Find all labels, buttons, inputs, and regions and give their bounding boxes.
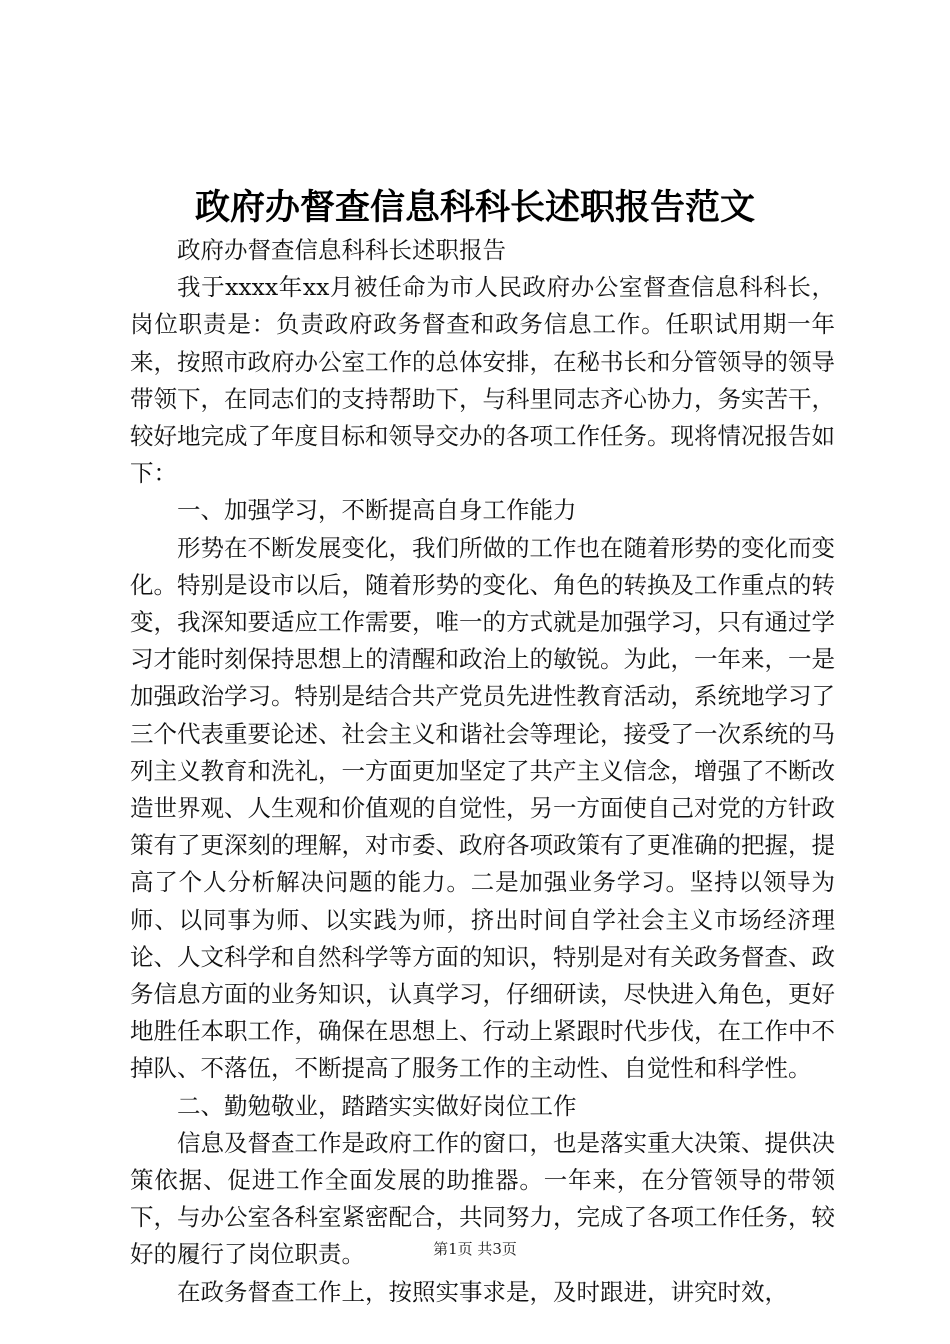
subtitle-paragraph: 政府办督查信息科科长述职报告 [177, 236, 506, 264]
section-2-paragraph: 信息及督查工作是政府工作的窗口，也是落实重大决策、提供决策依据、促进工作全面发展的助推器。一年来，在分管领导的带领下，与办公室各科室紧密配合，共同努力，完成了各项工作任务，较好的履行了岗位职责。 [130, 1128, 835, 1269]
document-body [130, 232, 835, 1311]
section-heading-2: 二、勤勉敬业，踏踏实实做好岗位工作 [177, 1091, 577, 1120]
section-2-paragraph-continued: 在政务督查工作上，按照实事求是，及时跟进，讲究时效， [177, 1277, 788, 1306]
section-1-paragraph: 形势在不断发展变化，我们所做的工作也在随着形势的变化而变化。特别是设市以后，随着形势的变化、角色的转换及工作重点的转变，我深知要适应工作需要，唯一的方式就是加强学习，只有通过学习才能时刻保持思想上的清醒和政治上的敏锐。为此，一年来，一是加强政治学习。特别是结合共产党员先进性教育活动，系统地学习了三个代表重要论述、社会主义和谐社会等理论，接受了一次系统的马列主义教育和洗礼，一方面更加坚定了共产主义信念，增强了不断改造世界观、人生观和价值观的自觉性，另一方面使自己对党的方针政策有了更深刻的理解，对市委、政府各项政策有了更准确的把握，提高了个人分析解决问题的能力。二是加强业务学习。坚持以领导为师、以同事为师、以实践为师，挤出时间自学社会主义市场经济理论、人文科学和自然科学等方面的知识，特别是对有关政务督查、政务信息方面的业务知识，认真学习，仔细研读，尽快进入角色，更好地胜任本职工作，确保在思想上、行动上紧跟时代步伐，在工作中不掉队、不落伍，不断提高了服务工作的主动性、自觉性和科学性。 [130, 533, 835, 1083]
document-title: 政府办督查信息科科长述职报告范文 [194, 187, 755, 228]
section-heading-1: 一、加强学习，不断提高自身工作能力 [177, 496, 577, 525]
intro-paragraph: 我于xxxx年xx月被任命为市人民政府办公室督查信息科科长，岗位职责是：负责政府政务督查和政务信息工作。任职试用期一年来，按照市政府办公室工作的总体安排，在秘书长和分管领导的领导带领下，在同志们的支持帮助下，与科里同志齐心协力，务实苦干，较好地完成了年度目标和领导交办的各项工作任务。现将情况报告如下： [130, 273, 835, 488]
page-number-footer: 第1页 共3页 [433, 1240, 517, 1258]
